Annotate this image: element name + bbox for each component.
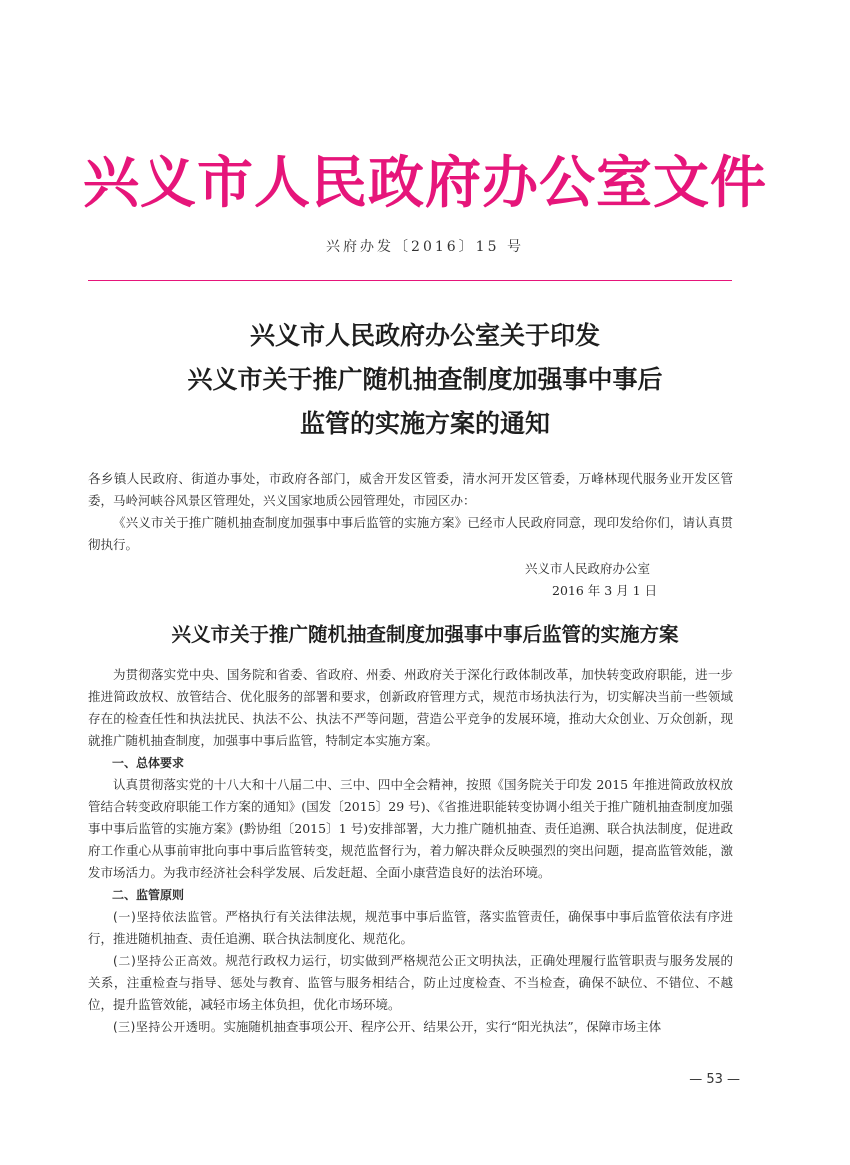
principle-2-text: 规范行政权力运行，切实做到严格规范公正文明执法，正确处理履行监管职责与服务发展的关系，注重检查与指导、惩处与教育、监管与服务相结合，防止过度检查、不当检查，确保不缺位、不错位、不越位，提升监管效能，减轻市场主体负担，优化市场环境。 (88, 953, 733, 1012)
notice-title-line-2: 兴义市关于推广随机抽查制度加强事中事后 (187, 365, 663, 394)
principle-2 (88, 950, 733, 1016)
signature-org: 兴义市人民政府办公室 (525, 561, 651, 576)
principle-1-text: 严格执行有关法律法规，规范事中事后监管，落实监管责任，确保事中事后监管依法有序进行，推进随机抽查、责任追溯、联合执法制度化、规范化。 (88, 909, 733, 946)
principle-2-lead: (二)坚持公正高效。 (113, 954, 226, 968)
intro-paragraph: 《兴义市关于推广随机抽查制度加强事中事后监管的实施方案》已经市人民政府同意，现印发给你们，请认真贯彻执行。 (88, 515, 733, 552)
notice-title-line-1: 兴义市人民政府办公室关于印发 (249, 321, 600, 350)
document-number: 兴府办发〔2016〕15 号 (326, 239, 524, 255)
principle-3-text: 实施随机抽查事项公开、程序公开、结果公开，实行“阳光执法”，保障市场主体 (223, 1019, 662, 1034)
plan-preamble: 为贯彻落实党中央、国务院和省委、省政府、州委、州政府关于深化行政体制改革，加快转变政府职能，进一步推进简政放权、放管结合、优化服务的部署和要求，创新政府管理方式，规范市场执法行为，切实解决当前一些领域存在的检查任性和执法扰民、执法不公、执法不严等问题，营造公平竞争的发展环境，推动大众创业、万众创新，现就推广随机抽查制度，加强事中事后监管，特制定本实施方案。 (88, 667, 733, 748)
section-1-heading: 一、总体要求 (112, 756, 185, 770)
page-number: — 53 — (689, 1072, 740, 1087)
notice-title-line-3: 监管的实施方案的通知 (299, 409, 550, 438)
principle-1-lead: (一)坚持依法监管。 (113, 910, 226, 924)
section-2-heading: 二、监管原则 (112, 888, 185, 902)
signature-date: 2016 年 3 月 1 日 (552, 583, 658, 598)
notice-title (0, 314, 850, 446)
principle-1 (88, 906, 733, 950)
principle-3 (88, 1016, 733, 1038)
addressee: 各乡镇人民政府、街道办事处，市政府各部门，威舍开发区管委，清水河开发区管委，万峰林现代服务业开发区管委，马岭河峡谷风景区管理处，兴义国家地质公园管理处，市园区办： (88, 471, 733, 508)
red-divider (88, 280, 732, 281)
section-1-text: 认真贯彻落实党的十八大和十八届二中、三中、四中全会精神，按照《国务院关于印发 2015 年推进简政放权放管结合转变政府职能工作方案的通知》(国发〔2015〕29 号)、《省推进职能转变协调小组关于推广随机抽查制度加强事中事后监管的实施方案》(黔协组〔2015〕1 号)安排部署，大力推广随机抽查、责任追溯、联合执法制度，促进政府工作重心从事前审批向事中事后监管转变，规范监督行为，着力解决群众反映强烈的突出问题，提高监管效能，激发市场活力。为我市经济社会科学发展、后发赶超、全面小康营造良好的法治环境。 (88, 777, 733, 880)
plan-body (88, 664, 733, 1038)
principle-3-lead: (三)坚持公开透明。 (113, 1020, 224, 1034)
plan-title: 兴义市关于推广随机抽查制度加强事中事后监管的实施方案 (171, 623, 679, 646)
masthead-title: 兴义市人民政府办公室文件 (83, 150, 767, 216)
